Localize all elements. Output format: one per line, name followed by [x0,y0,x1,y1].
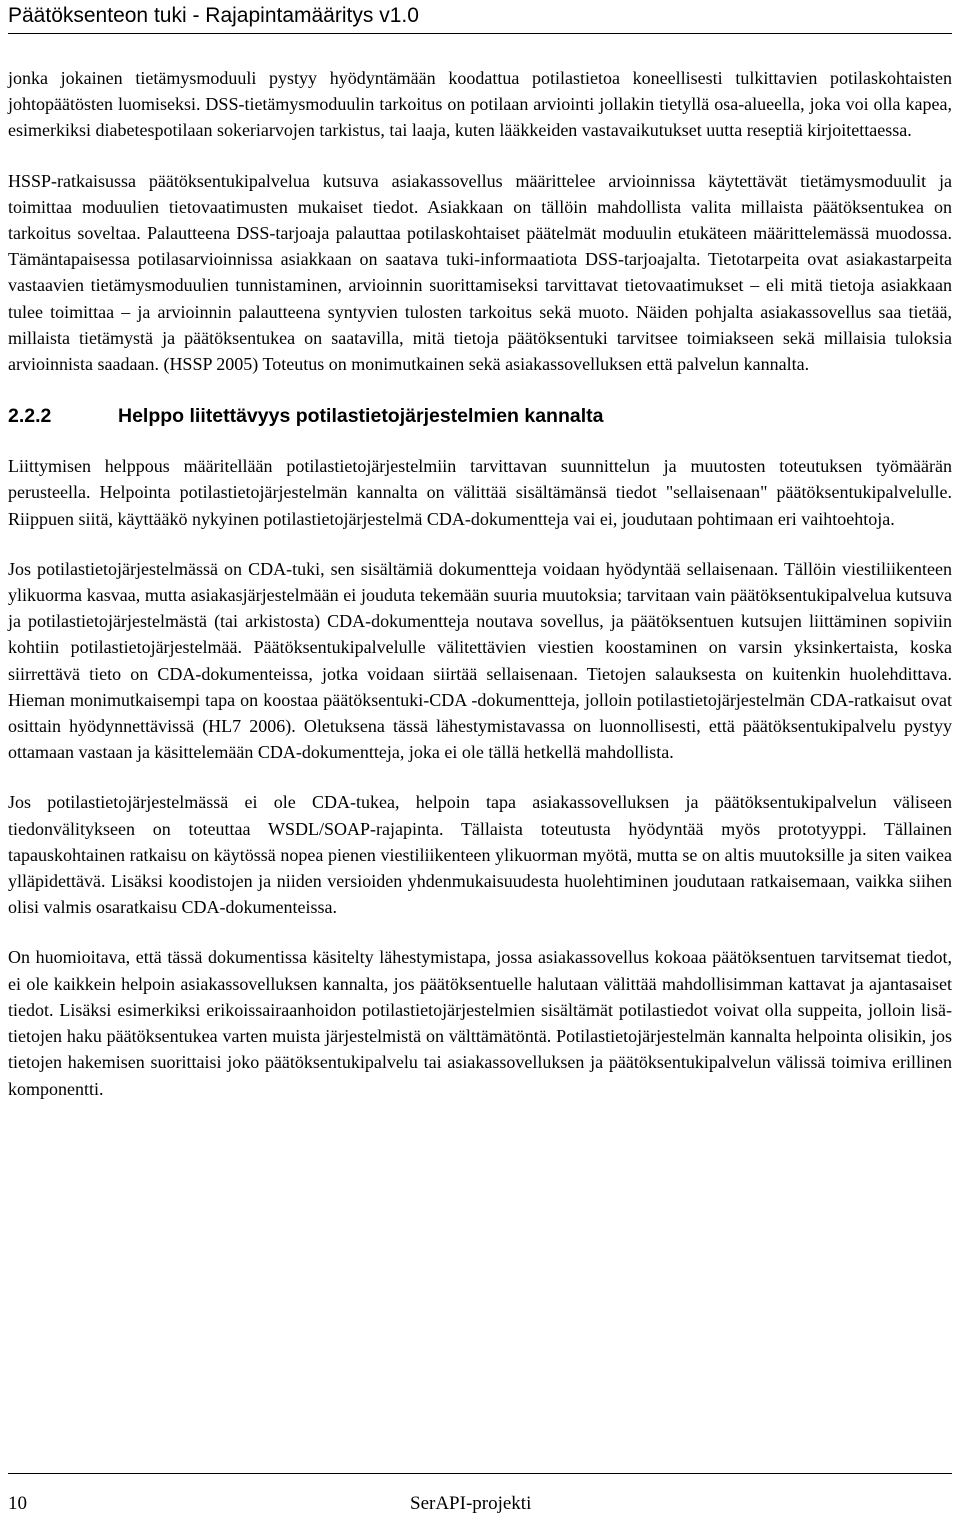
paragraph-dss-modules: jonka jokainen tietämysmoduuli pystyy hyödyntämään koodattua potilastietoa koneellisesti tulkittavien potilaskohtaisten johtopäätösten luomiseksi. DSS-tietämysmoduulin tarkoitus on potilaan arviointi jollakin tietyllä osa-alueella, joka voi olla kapea, esimerkiksi diabetespotilaan sokeriarvojen tarkistus, tai laaja, kuten lääkkeiden vastavaikutukset uutta reseptiä kirjoitettaessa. [8,68,952,141]
paragraph-ease-of-integration: Liittymisen helppous määritellään potilastietojärjestelmiin tarvittavan suunnittelun ja muutosten toteutuksen työmäärän perusteella. Helpointa potilastietojärjestelmän kannalta on välittää sisältämänsä tiedot "sellaisenaan" päätöksentukipalvelulle. Riippuen siitä, käyttääkö nykyinen potilastietojärjestelmä CDA-dokumentteja vai ei, joudutaan pohtimaan eri vaihtoehtoja. [8,456,952,529]
paragraph-no-cda-support: Jos potilastietojärjestelmässä ei ole CDA-tukea, helpoin tapa asiakassovelluksen ja päätöksentukipalvelun väliseen tiedonvälitykseen on toteuttaa WSDL/SOAP-rajapinta. Tällaista toteutusta hyödyntää myös prototyyppi. Tällainen tapauskohtainen ratkaisu on käytössä nopea pienen viestiliikenteen ylikuorman myötä, mutta se on altis muutoksille ja siten vaikea ylläpidettävä. Lisäksi koodistojen ja niiden versioiden yhdenmukaisuudesta huolehtiminen joudutaan ratkaisemaan, vaikka siihen olisi valmis osaratkaisu CDA-dokumenteissa. [8,792,952,918]
section-heading [8,403,952,429]
page-body [8,65,952,1102]
section-number: 2.2.2 [8,405,52,428]
section-title: Helppo liitettävyys potilastietojärjestelmien kannalta [118,405,604,428]
paragraph-cda-support: Jos potilastietojärjestelmässä on CDA-tuki, sen sisältämiä dokumentteja voidaan hyödyntää sellaisenaan. Tällöin viestiliikenteen ylikuorma kasvaa, mutta asiakasjärjestelmään ei jouduta tekemään suuria muutoksia; tarvitaan vain päätöksentukipalvelua kutsuva ja potilastietojärjestelmästä (tai arkistosta) CDA-dokumentteja noutava sovellus, ja päätöksentuen kutsujen liittäminen sopiviin kohtiin potilastietojärjestelmää. Päätöksentukipalvelulle välitettävien viestien koostaminen on varsin yksinkertaista, koska siirrettävä tieto on CDA-dokumenteissa, jotka voidaan siirtää sellaisenaan. Tietojen salauksesta on kuitenkin huolehdittava. Hieman monimutkaisempi tapa on koostaa päätöksentuki-CDA -dokumentteja, jolloin potilastietojärjestelmän CDA-ratkaisut ovat osittain hyödynnettävissä (HL7 2006). Oletuksena tässä lähestymistavassa on luonnollisesti, että päätöksentukipalvelu pystyy ottamaan vastaan ja käsittelemään CDA-dokumentteja, joka ei ole tällä hetkellä mahdollista. [8,558,952,763]
paragraph-hssp-solution: HSSP-ratkaisussa päätöksentukipalvelua kutsuva asiakassovellus määrittelee arvioinnissa käytettävät tietämysmoduulit ja toimittaa moduulien tietovaatimusten mukaiset tiedot. Asiakkaan on tällöin mahdollista valita millaista päätöksentukea on tarkoitus soveltaa. Palautteena DSS-tarjoaja palauttaa potilaskohtaiset päätelmät moduulin etukäteen määrittelemässä muodossa. Tämäntapaisessa potilasarvioinnissa asiakkaan on saatava tuki-informaatiota DSS-tarjoajalta. Tietotarpeita ovat asiakastarpeita vastaavien tietämysmoduulien tunnistaminen, arvioinnin suorittamiseksi tarvittavat tietovaatimukset – eli mitä tietoja asiakkaan tulee toimittaa – ja arvioinnin palautteena syntyvien tulosten tarkoitus sekä muoto. Näiden pohjalta asiakassovellus saa tietää, millaista tietämystä ja päätöksentukea on saatavilla, mitä tietoja päätöksentuki tarvitsee toimiakseen sekä millaisia tuloksia arvioinnista saadaan. (HSSP 2005) Toteutus on monimutkainen sekä asiakassovelluksen että palvelun kannalta. [8,170,952,375]
document-title: Päätöksenteon tuki - Rajapintamääritys v1.0 [8,4,419,27]
paragraph-note: On huomioitava, että tässä dokumentissa käsitelty lähestymistapa, jossa asiakassovellus kokoaa päätöksentuen tarvitsemat tiedot, ei ole kaikkein helpoin asiakassovelluksen kannalta, jos päätöksentuelle halutaan välittää mahdollisimman kattavat ja ajantasaiset tiedot. Lisäksi esimerkiksi erikoissairaanhoidon potilastietojärjestelmien sisältämät potilastiedot voivat olla suppeita, jolloin lisätietojen haku päätöksentukea varten muista järjestelmistä on välttämätöntä. Potilastietojärjestelmän kannalta helpointa olisikin, jos tietojen hakemisen suorittaisi joko päätöksentukipalvelu tai asiakassovelluksen ja päätöksentukipalvelun välissä toimiva erillinen komponentti. [8,947,952,1099]
running-footer [8,1473,952,1514]
project-name: SerAPI-projekti [410,1493,532,1514]
page-number: 10 [8,1493,27,1514]
running-header [8,2,952,34]
